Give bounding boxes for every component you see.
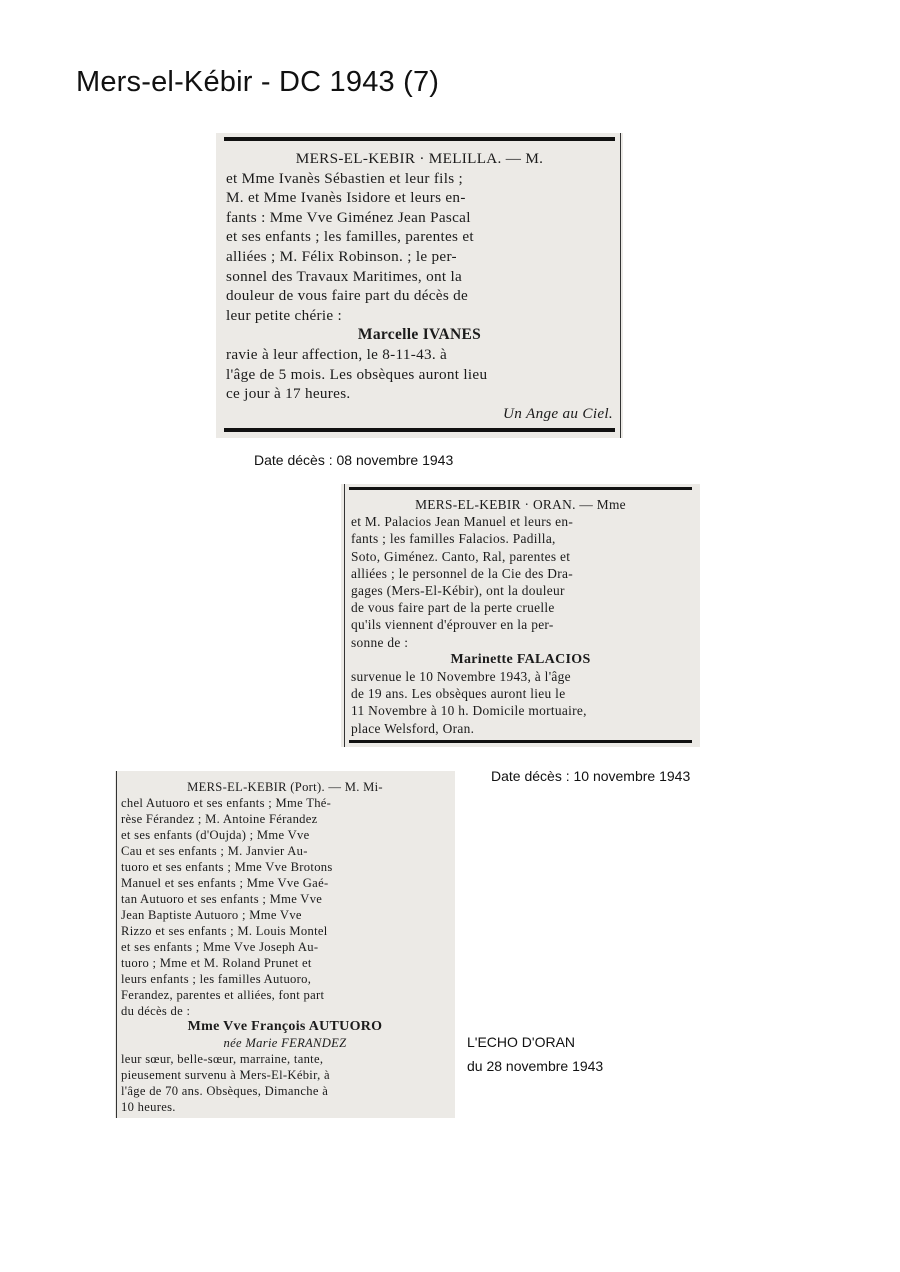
clipping-line: l'âge de 5 mois. Les obsèques auront lieu xyxy=(226,365,488,383)
clipping-line: leur sœur, belle-sœur, marraine, tante, xyxy=(121,1052,324,1066)
source-newspaper: L'ECHO D'ORAN xyxy=(467,1034,576,1050)
clipping-line: de 19 ans. Les obsèques auront lieu le xyxy=(351,686,566,702)
clipping-line: qu'ils viennent d'éprouver en la per- xyxy=(351,617,554,633)
clipping-line: sonnel des Travaux Maritimes, ont la xyxy=(226,267,463,285)
signature-line: Un Ange au Ciel. xyxy=(503,404,613,422)
clipping-line: leur petite chérie : xyxy=(226,306,343,324)
clipping-heading: MERS-EL-KEBIR · MELILLA. — M. xyxy=(295,150,544,167)
deceased-name: Marcelle IVANES xyxy=(357,326,482,344)
clipping-line: fants ; les familles Falacios. Padilla, xyxy=(351,531,556,547)
clipping-line: Manuel et ses enfants ; Mme Vve Gaé- xyxy=(121,876,329,890)
clipping-heading: MERS-EL-KEBIR · ORAN. — Mme xyxy=(415,497,626,512)
maiden-name: née Marie FERANDEZ xyxy=(223,1036,347,1050)
clipping-line: Soto, Giménez. Canto, Ral, parentes et xyxy=(351,548,571,564)
clipping-line: sonne de : xyxy=(351,634,409,650)
clipping-line: et Mme Ivanès Sébastien et leur fils ; xyxy=(226,169,464,187)
clipping-line: Cau et ses enfants ; M. Janvier Au- xyxy=(121,844,308,858)
newspaper-clipping-palacios xyxy=(341,484,700,747)
clipping-line: 10 heures. xyxy=(121,1100,176,1114)
clipping-line: survenue le 10 Novembre 1943, à l'âge xyxy=(351,669,571,685)
column-rule xyxy=(620,133,621,438)
source-date: du 28 novembre 1943 xyxy=(467,1058,604,1074)
deceased-name: Mme Vve François AUTUORO xyxy=(187,1019,383,1034)
clipping-line: Ferandez, parentes et alliées, font part xyxy=(121,988,325,1002)
death-date-caption-1: Date décès : 08 novembre 1943 xyxy=(254,452,454,468)
clipping-line: ce jour à 17 heures. xyxy=(226,385,351,403)
clipping-line: alliées ; le personnel de la Cie des Dra- xyxy=(351,565,574,581)
clipping-text xyxy=(351,496,690,737)
clipping-line: M. et Mme Ivanès Isidore et leurs en- xyxy=(226,189,466,207)
clipping-line: de vous faire part de la perte cruelle xyxy=(351,600,555,616)
clipping-line: fants : Mme Vve Giménez Jean Pascal xyxy=(226,208,471,226)
clipping-line: alliées ; M. Félix Robinson. ; le per- xyxy=(226,247,457,265)
newspaper-clipping-ivanes xyxy=(216,133,623,438)
clipping-line: ravie à leur affection, le 8-11-43. à xyxy=(226,345,448,363)
top-rule xyxy=(224,137,615,141)
clipping-line: douleur de vous faire part du décès de xyxy=(226,287,469,305)
clipping-line: et ses enfants ; les familles, parentes et xyxy=(226,228,474,246)
newspaper-clipping-autuoro xyxy=(115,771,455,1118)
bottom-rule xyxy=(349,740,692,743)
column-rule xyxy=(116,771,117,1118)
clipping-line: pieusement survenu à Mers-El-Kébir, à xyxy=(121,1068,330,1082)
clipping-line: tan Autuoro et ses enfants ; Mme Vve xyxy=(121,892,323,906)
clipping-heading: MERS-EL-KEBIR (Port). — M. Mi- xyxy=(187,780,383,794)
clipping-line: rèse Férandez ; M. Antoine Férandez xyxy=(121,812,318,826)
clipping-line: Rizzo et ses enfants ; M. Louis Montel xyxy=(121,924,328,938)
clipping-line: gages (Mers-El-Kébir), ont la douleur xyxy=(351,583,565,599)
bottom-rule xyxy=(224,428,615,432)
clipping-line: du décès de : xyxy=(121,1004,191,1018)
clipping-line: 11 Novembre à 10 h. Domicile mortuaire, xyxy=(351,703,587,719)
top-rule xyxy=(349,487,692,490)
clipping-line: Jean Baptiste Autuoro ; Mme Vve xyxy=(121,908,302,922)
clipping-line: chel Autuoro et ses enfants ; Mme Thé- xyxy=(121,796,332,810)
clipping-line: tuoro ; Mme et M. Roland Prunet et xyxy=(121,956,312,970)
clipping-line: et ses enfants (d'Oujda) ; Mme Vve xyxy=(121,828,310,842)
clipping-line: tuoro et ses enfants ; Mme Vve Brotons xyxy=(121,860,333,874)
column-rule xyxy=(344,484,345,747)
clipping-text xyxy=(226,149,613,423)
clipping-line: l'âge de 70 ans. Obsèques, Dimanche à xyxy=(121,1084,329,1098)
death-date-caption-2: Date décès : 10 novembre 1943 xyxy=(491,768,691,784)
clipping-line: et M. Palacios Jean Manuel et leurs en- xyxy=(351,514,574,530)
clipping-line: place Welsford, Oran. xyxy=(351,720,475,736)
page-title: Mers-el-Kébir - DC 1943 (7) xyxy=(76,66,440,98)
deceased-name: Marinette FALACIOS xyxy=(450,651,591,667)
clipping-line: et ses enfants ; Mme Vve Joseph Au- xyxy=(121,940,319,954)
clipping-line: leurs enfants ; les familles Autuoro, xyxy=(121,972,312,986)
clipping-text xyxy=(121,779,449,1115)
